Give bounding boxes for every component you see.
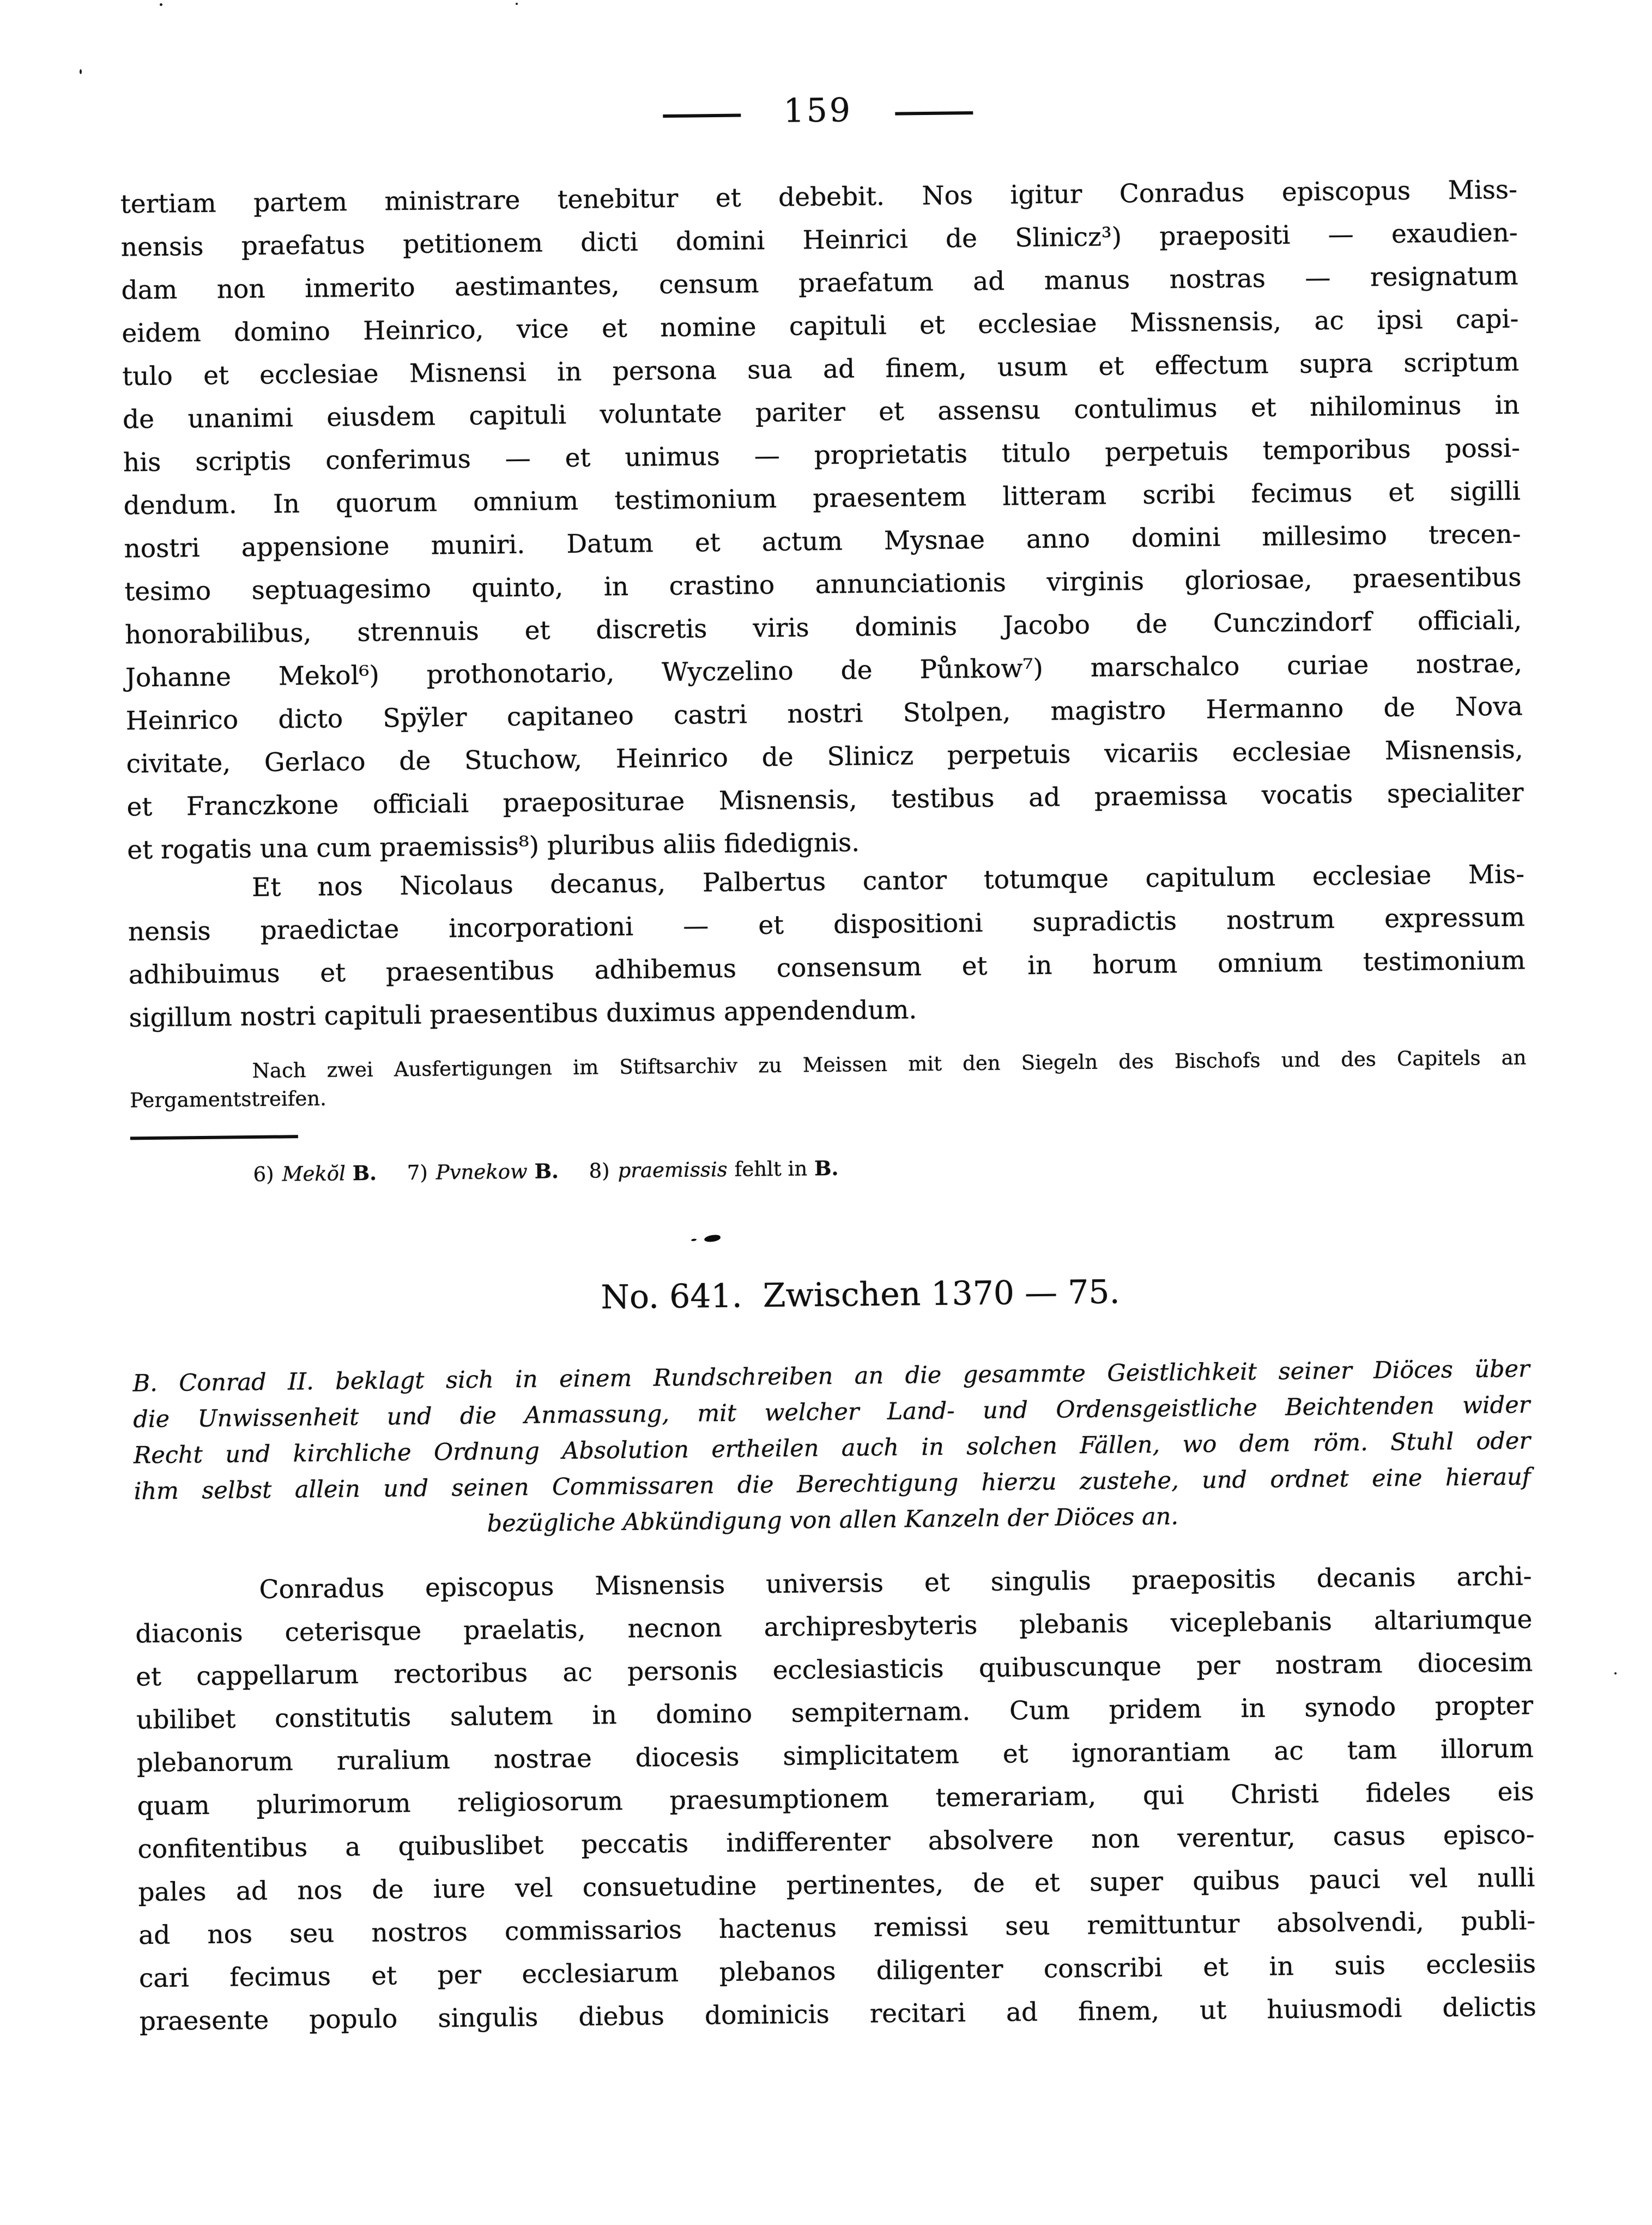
text-line: his scriptis conferimus — et unimus — proprietatis titulo perpetuis temporibus possi- (123, 433, 1521, 478)
text-line: pales ad nos de iure vel consuetudine pertinentes, de et super quibus pauci vel nulli (138, 1863, 1535, 1908)
header-rule-right (895, 111, 973, 115)
text-line: quam plurimorum religiosorum praesumptionem temerariam, qui Christi fideles eis (137, 1776, 1534, 1822)
source-note (129, 1044, 1527, 1115)
header-rule-left (663, 114, 741, 118)
footnote-variant-reading: Pvnekow (435, 1159, 528, 1184)
page-number-header (119, 84, 1517, 137)
footnote-item (253, 1162, 377, 1186)
charter-latin-paragraph (120, 168, 1524, 872)
text-line: tesimo septuagesimo quinto, in crastino annunciationis virginis gloriosae, praesentibus (124, 562, 1522, 607)
text-line: Et nos Nicolaus decanus, Palbertus cantor totumque capitulum ecclesiae Mis- (251, 859, 1525, 903)
text-line: sigillum nostri capituli praesentibus duximus appendendum. (129, 995, 917, 1033)
text-line: civitate, Gerlaco de Stuchow, Heinrico de Slinicz perpetuis vicariis ecclesiae Misnensis, (126, 734, 1523, 779)
text-line: Conradus episcopus Misnensis universis et singulis praepositis decanis archi- (259, 1561, 1532, 1605)
chapter-consent-paragraph (128, 853, 1526, 1040)
text-line: nensis praefatus petitionem dicti domini Heinrici de Slinicz³) praepositi — exaudien- (120, 217, 1518, 263)
page-number: 159 (783, 91, 853, 130)
footnote-variant-reading: praemissis (618, 1157, 728, 1183)
text-line: dam non inmerito aestimantes, censum praefatum ad manus nostras — resignatum (121, 261, 1518, 306)
footnote-separator-rule (130, 1135, 298, 1140)
text-line: honorabilibus, strennuis et discretis viris dominis Jacobo de Cunczindorf officiali, (124, 605, 1522, 650)
footnote-item (407, 1159, 559, 1184)
text-line: ihm selbst allein und seinen Commissaren die Berechtigung hierzu zustehe, und ordnet eine hierauf (134, 1463, 1531, 1505)
text-line: Nach zwei Ausfertigungen im Stiftsarchiv zu Meissen mit den Siegeln des Bischofs und des Capitels an (252, 1045, 1527, 1083)
text-line: de unanimi eiusdem capituli voluntate pariter et assensu contulimus et nihilominus in (122, 390, 1520, 435)
text-line: Johanne Mekol⁶) prothonotario, Wyczelino de Půnkow⁷) marschalco curiae nostrae, (125, 648, 1523, 693)
text-line: praesente populo singulis diebus dominicis recitari ad finem, ut huiusmodi delictis (139, 1992, 1537, 2037)
text-line: plebanorum ruralium nostrae diocesis simplicitatem et ignorantiam ac tam illorum (136, 1733, 1534, 1779)
footnotes-line (130, 1147, 1527, 1190)
text-line: diaconis ceterisque praelatis, necnon archipresbyteris plebanis viceplebanis altariumque (135, 1604, 1533, 1649)
text-line: confitentibus a quibuslibet peccatis indifferenter absolvere non verentur, casus episco- (137, 1819, 1535, 1865)
footnote-note-text: fehlt in (734, 1157, 808, 1181)
text-line: dendum. In quorum omnium testimonium praesentem litteram scribi fecimus et sigilli (123, 476, 1521, 521)
text-line: Recht und kirchliche Ordnung Absolution ertheilen auch in solchen Fällen, wo dem röm. Stuhl oder (133, 1427, 1531, 1470)
text-line: bezügliche Abkündigung von allen Kanzeln der Diöces an. (487, 1503, 1179, 1538)
text-line: nensis praedictae incorporationi — et dispositioni supradictis nostrum expressum (128, 902, 1526, 947)
entry-heading: No. 641. Zwischen 1370 — 75. (601, 1273, 1120, 1317)
text-line: B. Conrad II. beklagt sich in einem Rundschreiben an die gesammte Geistlichkeit seiner Diöces über (132, 1355, 1530, 1398)
footnote-marker: 6) (253, 1162, 274, 1187)
text-line: cari fecimus et per ecclesiarum plebanos diligenter conscribi et in suis ecclesiis (138, 1949, 1536, 1994)
page-content (118, 0, 1538, 2223)
text-line: eidem domino Heinrico, vice et nomine capituli et ecclesiae Missnensis, ac ipsi capi- (122, 304, 1519, 349)
entry-summary (132, 1351, 1531, 1546)
text-line: et Franczkone officiali praepositurae Misnensis, testibus ad praemissa vocatis specialiter (126, 777, 1524, 823)
text-line: Heinrico dicto Spÿler capitaneo castri nostri Stolpen, magistro Hermanno de Nova (125, 691, 1523, 736)
footnote-manuscript-siglum: B. (814, 1156, 839, 1181)
entry-latin-body (135, 1555, 1536, 2043)
text-line: Pergamentstreifen. (129, 1086, 327, 1112)
footnote-marker: 7) (407, 1160, 428, 1185)
text-line: adhibuimus et praesentibus adhibemus consensum et in horum omnium testimonium (128, 945, 1526, 990)
footnote-variant-reading: Mekŏl (282, 1162, 346, 1186)
text-line: ad nos seu nostros commissarios hactenus remissi seu remittuntur absolvendi, publi- (138, 1906, 1536, 1951)
footnote-manuscript-siglum: B. (352, 1160, 377, 1186)
text-line: tulo et ecclesiae Misnensi in persona sua ad finem, usum et effectum supra scriptum (122, 347, 1520, 392)
text-line: die Unwissenheit und die Anmassung, mit welcher Land- und Ordensgeistliche Beichtenden wider (133, 1391, 1530, 1434)
text-line: ubilibet constitutis salutem in domino sempiternam. Cum pridem in synodo propter (136, 1690, 1534, 1736)
footnote-item (589, 1157, 838, 1183)
ink-speck (160, 3, 162, 6)
text-line: et cappellarum rectoribus ac personis ecclesiasticis quibuscunque per nostram diocesim (135, 1647, 1533, 1692)
footnote-manuscript-siglum: B. (534, 1159, 559, 1183)
footnote-marker: 8) (589, 1159, 610, 1183)
text-line: nostri appensione muniri. Datum et actum Mysnae anno domini millesimo trecen- (124, 519, 1521, 564)
text-line: tertiam partem ministrare tenebitur et debebit. Nos igitur Conradus episcopus Miss- (120, 174, 1518, 220)
text-line: et rogatis una cum praemissis⁸) pluribus aliis fidedignis. (127, 827, 860, 866)
